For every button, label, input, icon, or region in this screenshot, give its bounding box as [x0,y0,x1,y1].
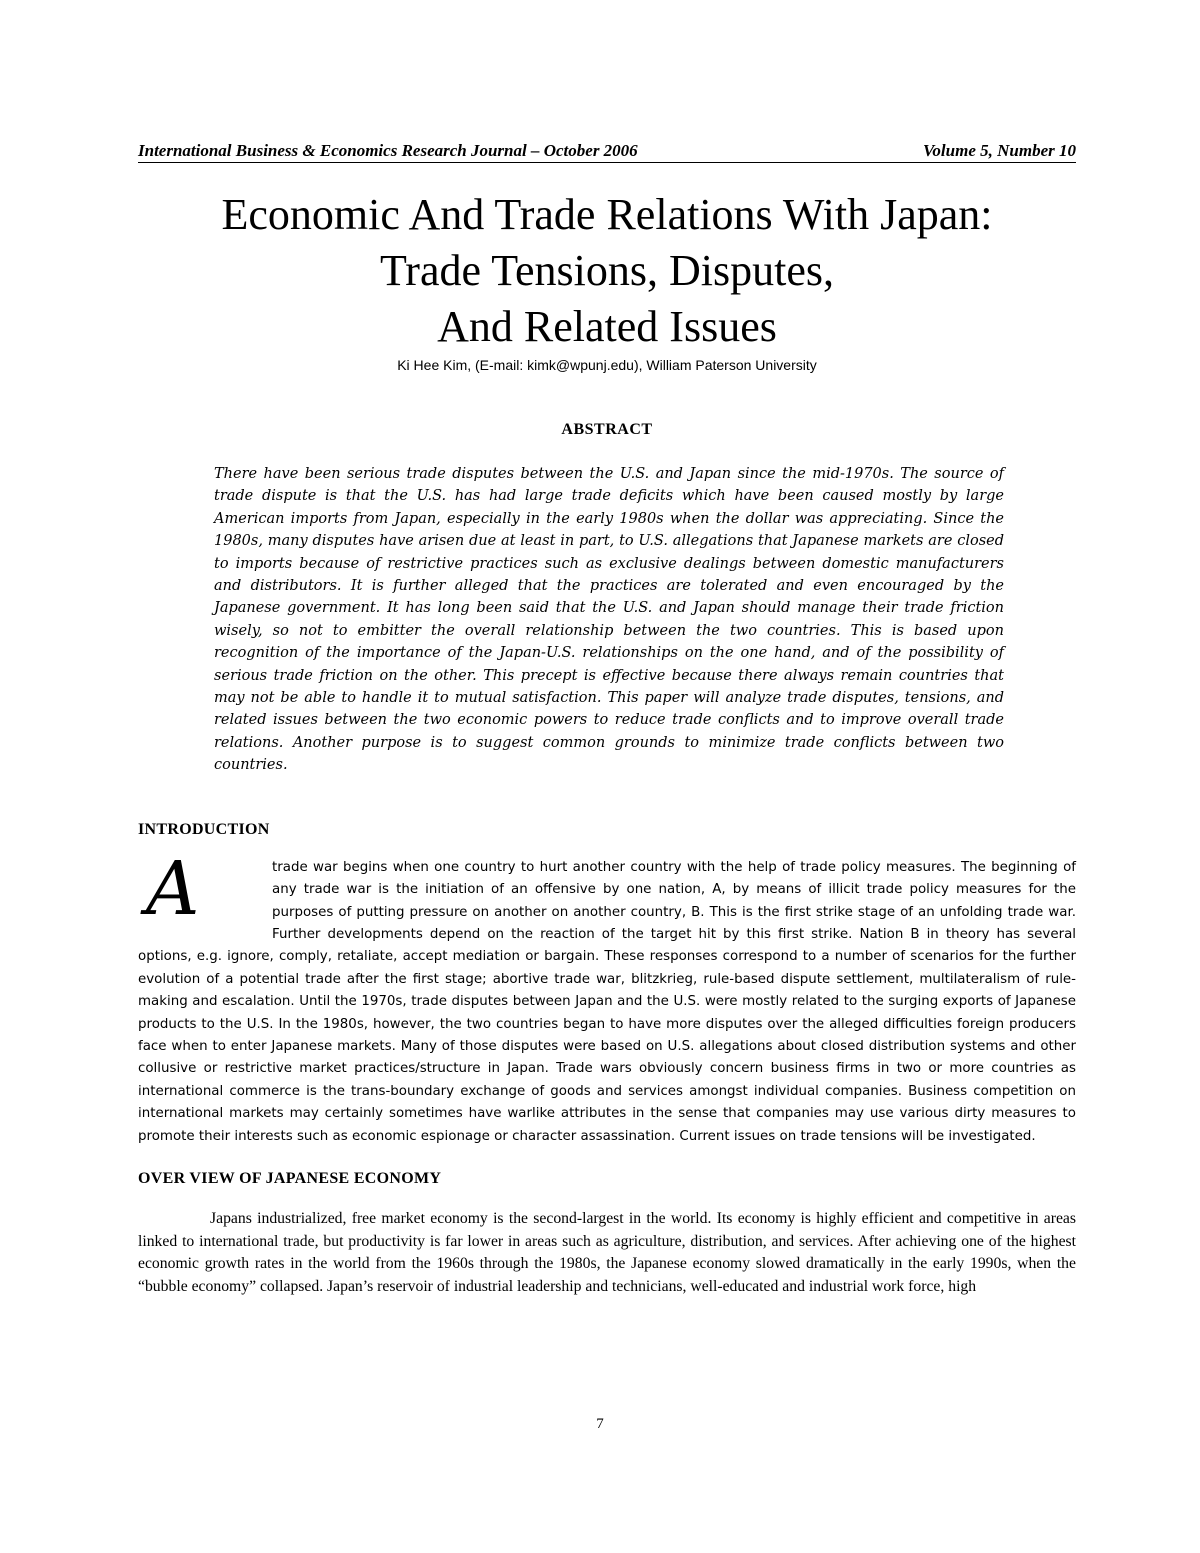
title-line-2: Trade Tensions, Disputes, [379,246,835,295]
title-line-3: And Related Issues [437,302,777,351]
author-line: Ki Hee Kim, (E-mail: kimk@wpunj.edu), William Paterson University [397,357,817,373]
journal-name: International Business & Economics Research Journal – October 2006 [138,141,638,160]
introduction-body [138,845,1076,1148]
paper-title [138,187,1076,355]
volume-number: Volume 5, Number 10 [922,141,1076,160]
overview-heading: OVER VIEW OF JAPANESE ECONOMY [138,1169,442,1187]
introduction-heading: INTRODUCTION [138,820,270,838]
abstract-heading: ABSTRACT [561,421,653,438]
drop-cap-letter: A [146,845,200,932]
introduction-text: trade war begins when one country to hurt another country with the help of trade policy measures. The beginning of any trade war is the initiation of an offensive by one nation, A, by means of illicit trade policy measures for the purposes of putting pressure on another on another country, B. This is the first strike stage of an unfolding trade war. Further developments depend on the reaction of the target hit by this first strike. Nation B in theory has several options, e.g. ignore, comply, retaliate, accept mediation or bargain. These responses correspond to a number of scenarios for the further evolution of a potential trade after the first stage; abortive trade war, blitzkrieg, rule-based dispute settlement, multilateralism of rule-making and escalation. Until the 1970s, trade disputes between Japan and the U.S. were mostly related to the surging exports of Japanese products to the U.S. In the 1980s, however, the two countries began to have more disputes over the alleged difficulties foreign producers face when to enter Japanese markets. Many of those disputes were based on U.S. allegations about closed distribution systems and other collusive or restrictive market practices/structure in Japan. Trade wars obviously concern business firms in two or more countries as international commerce is the trans-boundary exchange of goods and services amongst individual companies. Business competition on international markets may certainly sometimes have warlike attributes in the sense that companies may use various dirty measures to promote their interests such as economic espionage or character assassination. Current issues on trade tensions will be investigated. [138,859,1076,1144]
title-line-1: Economic And Trade Relations With Japan: [221,190,993,239]
paper-page [138,140,1076,1298]
overview-body: Japans industrialized, free market economy is the second-largest in the world. Its economy is highly efficient and competitive in areas linked to international trade, but productivity is far lower in areas such as agriculture, distribution, and services. After achieving one of the highest economic growth rates in the world from the 1960s through the 1980s, the Japanese economy slowed dramatically in the early 1990s, when the “bubble economy” collapsed. Japan’s reservoir of industrial leadership and technicians, well-educated and industrial work force, high [138,1209,1076,1295]
page-number: 7 [596,1416,604,1432]
abstract-body: There have been serious trade disputes between the U.S. and Japan since the mid-1970s. The source of trade dispute is that the U.S. has had large trade deficits which have been caused mostly by large American imports from Japan, especially in the early 1980s when the dollar was appreciating. Since the 1980s, many disputes have arisen due at least in part, to U.S. allegations that Japanese markets are closed to imports because of restrictive practices such as exclusive dealings between domestic manufacturers and distributors. It is further alleged that the practices are tolerated and even encouraged by the Japanese government. It has long been said that the U.S. and Japan should manage their trade friction wisely, so not to embitter the overall relationship between the two countries. This is based upon recognition of the importance of the Japan-U.S. relationships on the one hand, and of the possibility of serious trade friction on the other. This precept is effective because there always remain countries that may not be able to handle it to mutual satisfaction. This paper will analyze trade disputes, tensions, and related issues between the two economic powers to reduce trade conflicts and to improve overall trade relations. Another purpose is to suggest common grounds to minimize trade conflicts between two countries. [214,466,1004,774]
running-header [138,140,1076,163]
